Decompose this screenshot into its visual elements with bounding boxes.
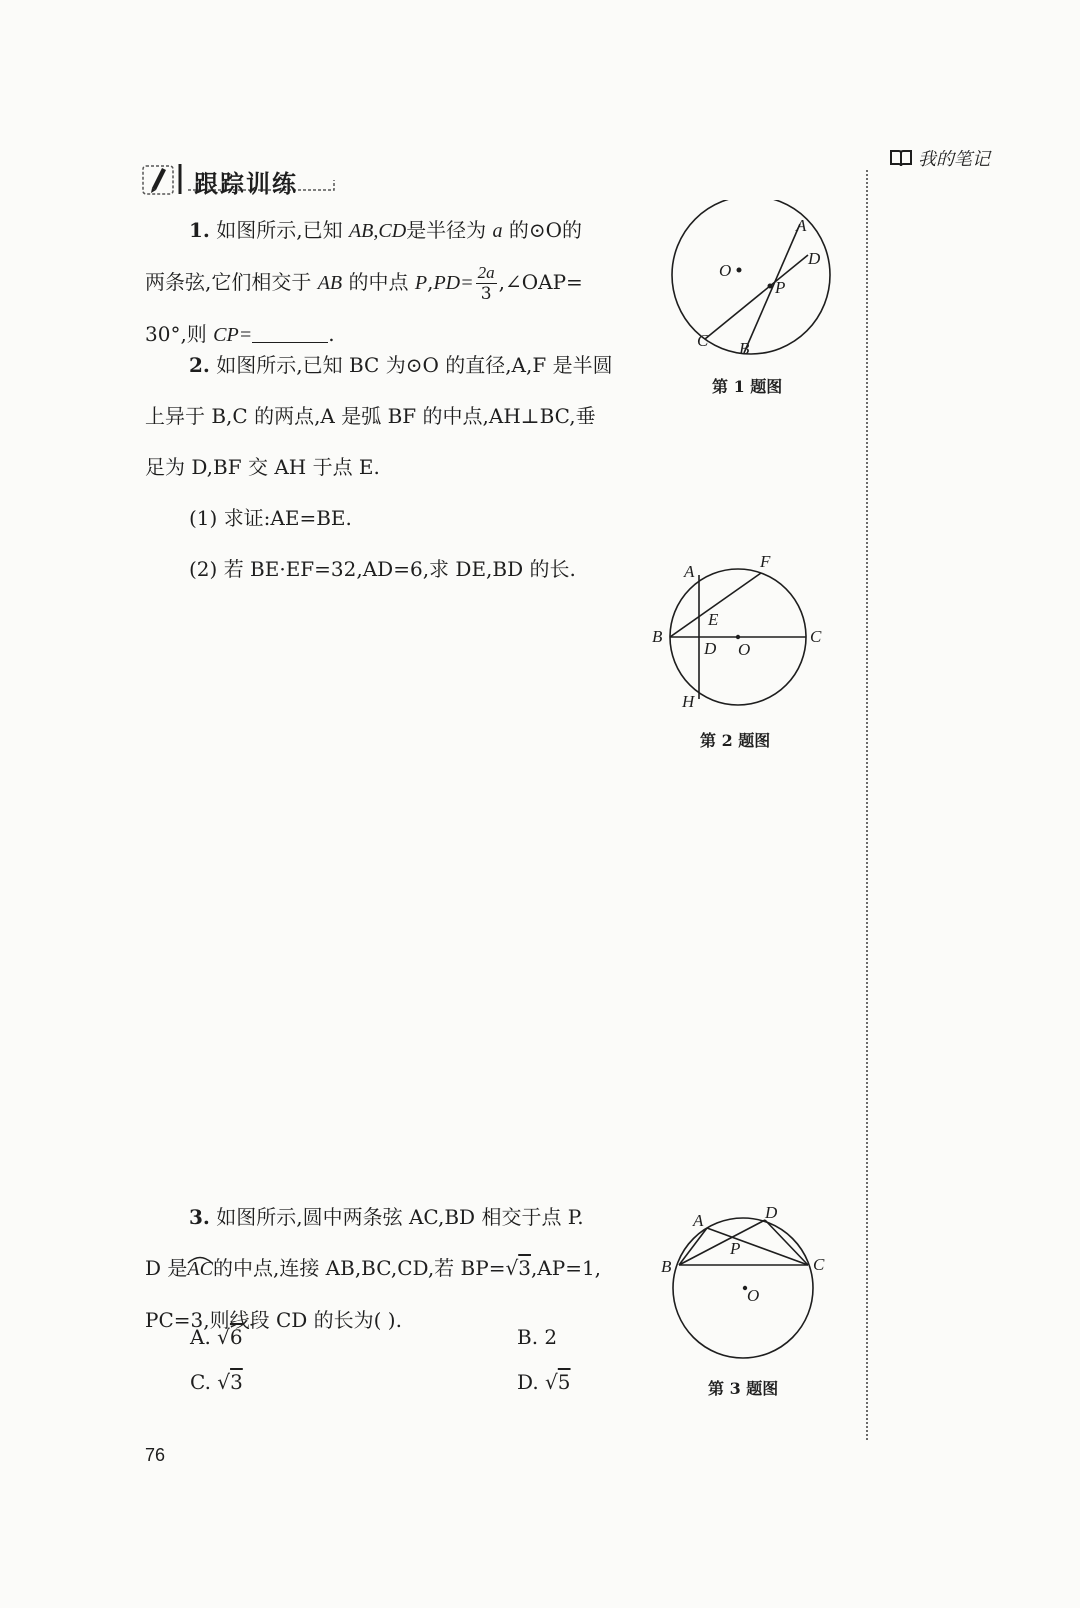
fig1-label-p: P — [775, 278, 786, 297]
fig3-label-p: P — [730, 1239, 741, 1258]
fig3-label-o: O — [747, 1286, 760, 1305]
q1-chords: AB,CD — [348, 220, 407, 242]
fig2-label-f: F — [760, 555, 771, 571]
fig1-label-o: O — [719, 261, 732, 280]
fraction-denominator: 3 — [480, 284, 492, 304]
figure-1 — [665, 200, 835, 360]
fraction-numerator: 2a — [477, 263, 495, 282]
q3-sqrt: 3 — [518, 1256, 531, 1280]
fig3-chord-ab — [679, 1228, 707, 1265]
q3-line: PC=3,则线段 CD 的长为( ). — [145, 1308, 402, 1332]
fig2-label-h: H — [682, 692, 695, 711]
q1-pd: PD= — [433, 272, 474, 294]
q3-line: D 是 — [145, 1256, 188, 1280]
q1-angle: ,∠OAP= — [498, 270, 583, 294]
q2-line: 上异于 B,C 的两点,A 是弧 BF 的中点,AH⊥BC,垂 — [145, 404, 596, 428]
notes-label-text: 我的笔记 — [918, 149, 990, 170]
choice-b[interactable] — [517, 1325, 557, 1349]
q1-p: P — [414, 272, 428, 294]
fig3-caption: 第 3 题图 — [708, 1379, 779, 1398]
fig2-label-d: D — [704, 639, 717, 658]
arc-mark-icon — [187, 1254, 213, 1264]
q1-fraction — [476, 263, 497, 304]
q1-text: 是半径为 — [406, 218, 487, 242]
q1-end: . — [328, 322, 335, 346]
q1-cp: CP= — [213, 324, 253, 346]
fig1-point-p — [768, 284, 773, 289]
q3-line: 如图所示,圆中两条弦 AC,BD 相交于点 P. — [216, 1205, 584, 1229]
choice-value: 3 — [230, 1370, 243, 1394]
question-2 — [145, 340, 665, 595]
choice-letter: B. — [517, 1325, 539, 1349]
q3-line: ,AP=1, — [530, 1256, 602, 1280]
fig3-label-c: C — [813, 1255, 825, 1274]
choice-d[interactable]: D. √5 — [517, 1370, 571, 1394]
choice-value: 2 — [544, 1325, 558, 1349]
q1-radius: a — [492, 220, 503, 242]
fig2-label-e: E — [708, 610, 719, 629]
fig3-label-a: A — [693, 1211, 704, 1230]
fig1-chord-ab — [744, 224, 800, 353]
q3-arc — [187, 1258, 213, 1280]
q3-line: 的中点,连接 AB,BC,CD,若 BP= — [212, 1256, 506, 1280]
q1-text: 30°,则 — [145, 322, 207, 346]
fig3-chord-bd — [679, 1220, 765, 1265]
fig3-label-d: D — [765, 1203, 778, 1222]
choice-letter: D. — [517, 1370, 539, 1394]
notes-divider — [866, 170, 868, 1440]
q1-number: 1. — [189, 218, 210, 242]
choice-value: 5 — [557, 1370, 571, 1394]
arc-label: AC — [187, 1258, 213, 1280]
notes-label — [890, 145, 990, 171]
figure-3 — [655, 1200, 835, 1365]
choice-letter: C. — [190, 1370, 211, 1394]
choice-value: 6 — [229, 1325, 243, 1349]
fig1-label-a: A — [796, 216, 807, 235]
fig1-center-dot — [737, 268, 742, 273]
fig2-caption: 第 2 题图 — [700, 731, 771, 750]
choice-letter: A. — [190, 1325, 211, 1349]
q1-ab: AB — [317, 272, 343, 294]
page-number: 76 — [145, 1445, 166, 1465]
figure-2 — [650, 555, 830, 715]
q2-line: 如图所示,已知 BC 为⊙O 的直径,A,F 是半圆 — [216, 353, 613, 377]
fig2-label-o: O — [738, 640, 751, 659]
q1-text: 的⊙O的 — [508, 218, 583, 242]
q2-line: 足为 D,BF 交 AH 于点 E. — [145, 455, 380, 479]
fig3-chord-cd — [765, 1220, 808, 1265]
q2-sub-question: (1) 求证:AE=BE. — [189, 506, 352, 530]
section-header — [142, 160, 338, 198]
choice-a[interactable]: A. √6 — [190, 1325, 243, 1349]
q1-text: 两条弦,它们相交于 — [145, 270, 312, 294]
fig2-label-c: C — [810, 627, 822, 646]
q2-number: 2. — [189, 353, 210, 377]
fig2-center-dot — [736, 635, 740, 639]
book-icon — [890, 149, 912, 167]
question-1: 1. 如图所示,已知 AB,CD是半径为 a 的⊙O的 两条弦,它们相交于 AB 的中点 P,PD= $\frac{2a}{3}$ ,∠OAP= 30°,则 CP= . — [145, 218, 583, 346]
q1-text: 的中点 — [348, 270, 409, 294]
fig1-label-b: B — [739, 339, 750, 358]
q1-text: 如图所示,已知 — [216, 218, 343, 242]
fig1-label-d: D — [808, 249, 821, 268]
fig1-label-c: C — [697, 331, 709, 350]
choice-c[interactable]: C. √3 — [190, 1370, 243, 1394]
fig2-label-b: B — [652, 627, 663, 646]
fig1-caption: 第 1 题图 — [712, 377, 783, 396]
fig3-chord-ac — [707, 1228, 808, 1265]
q2-sub-question: (2) 若 BE·EF=32,AD=6,求 DE,BD 的长. — [189, 557, 576, 581]
q3-number: 3. — [189, 1205, 210, 1229]
section-title: 跟踪训练 — [194, 170, 298, 198]
fig2-label-a: A — [684, 562, 695, 581]
question-3: 3. 如图所示,圆中两条弦 AC,BD 相交于点 P. D 是AC 的中点,连接 AB,BC,CD,若 BP=√3,AP=1, PC=3,则线段 CD 的长为( ). — [145, 1192, 665, 1346]
fig3-label-b: B — [661, 1257, 672, 1276]
